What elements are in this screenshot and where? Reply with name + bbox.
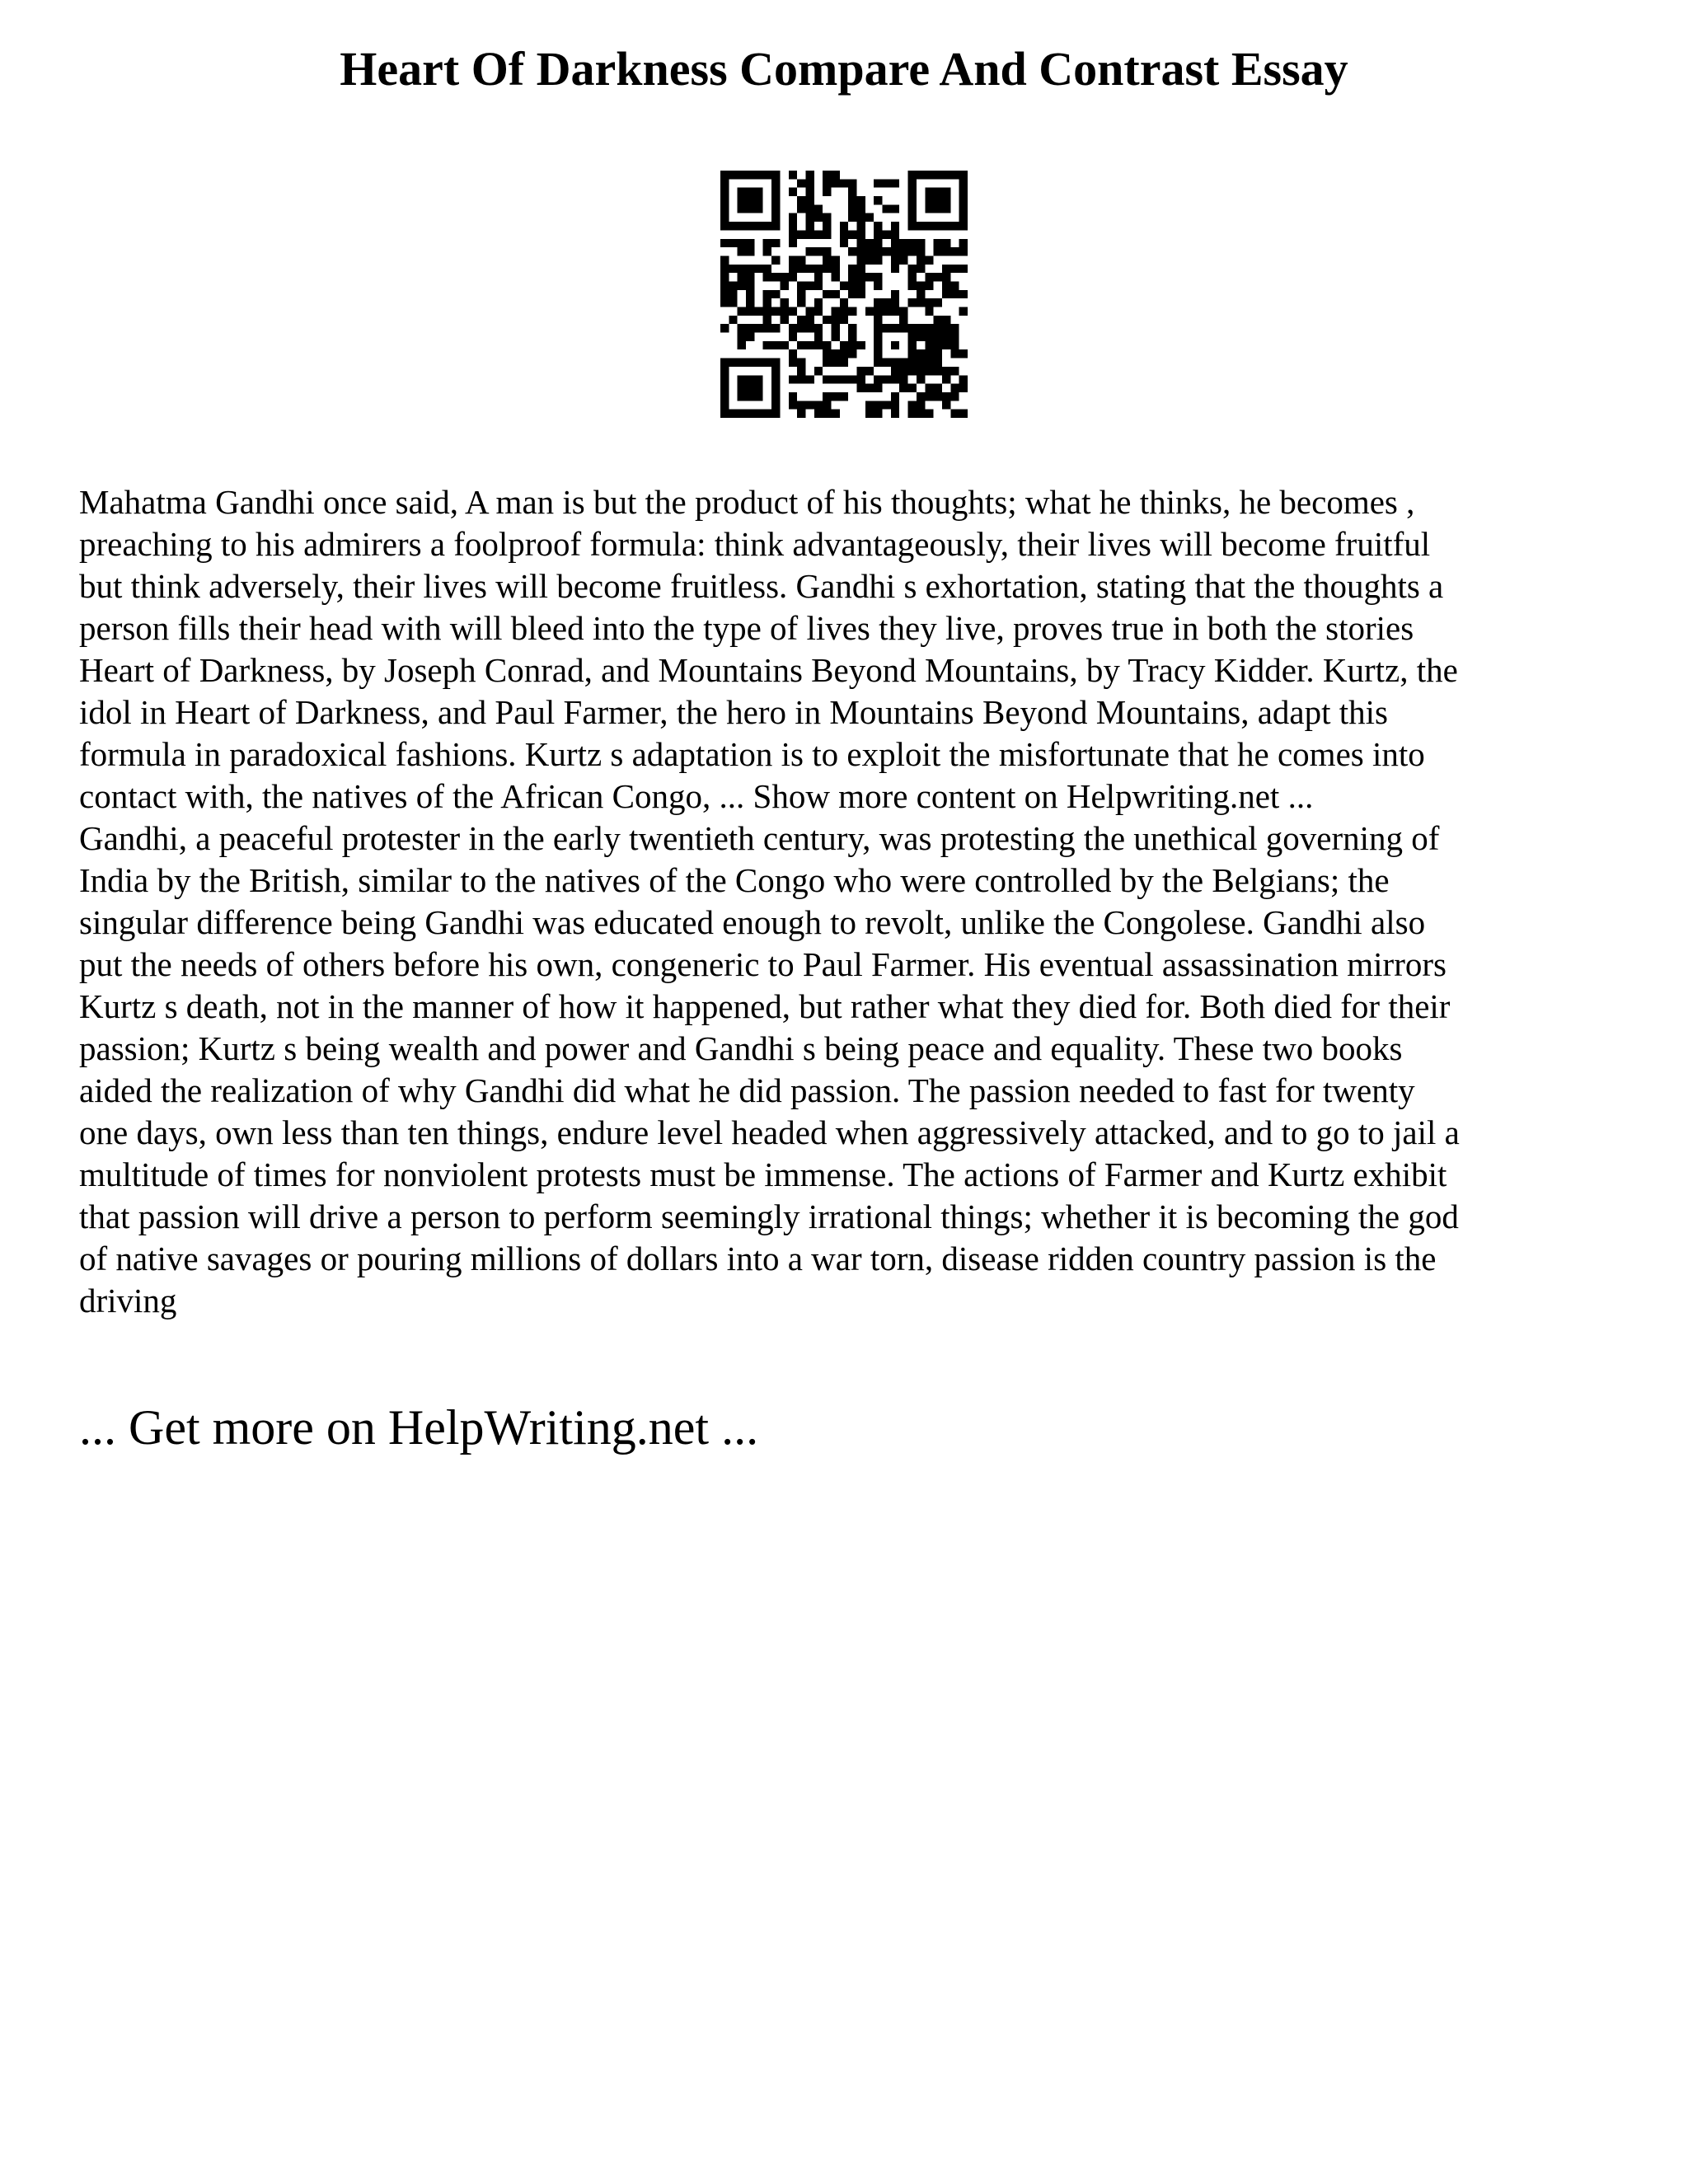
essay-line: passion; Kurtz s being wealth and power and Gandhi s being peace and equality. These two books [79,1029,1403,1067]
essay-line: but think adversely, their lives will become fruitless. Gandhi s exhortation, stating that the thoughts a [79,567,1444,605]
essay-line: Heart of Darkness, by Joseph Conrad, and Mountains Beyond Mountains, by Tracy Kidder. Kurtz, the [79,651,1458,689]
essay-line: singular difference being Gandhi was educated enough to revolt, unlike the Congolese. Gandhi also [79,903,1426,941]
essay-line: aided the realization of why Gandhi did what he did passion. The passion needed to fast for twenty [79,1071,1415,1109]
page-title: Heart Of Darkness Compare And Contrast Essay [340,42,1348,96]
essay-line: that passion will drive a person to perform seemingly irrational things; whether it is becoming the god [79,1197,1459,1235]
essay-line: Gandhi, a peaceful protester in the early twentieth century, was protesting the unethical governing of [79,819,1440,857]
essay-line: Mahatma Gandhi once said, A man is but the product of his thoughts; what he thinks, he becomes , [79,483,1415,521]
essay-line: Kurtz s death, not in the manner of how it happened, but rather what they died for. Both died for their [79,987,1451,1025]
essay-line: person fills their head with will bleed into the type of lives they live, proves true in both the stories [79,609,1414,647]
essay-line: one days, own less than ten things, endure level headed when aggressively attacked, and to go to jail a [79,1113,1460,1151]
essay-line: India by the British, similar to the natives of the Congo who were controlled by the Belgians; the [79,861,1390,899]
essay-line: preaching to his admirers a foolproof formula: think advantageously, their lives will become fruitful [79,525,1431,563]
essay-line: contact with, the natives of the African Congo, ... Show more content on Helpwriting.net ... [79,777,1314,815]
essay-line: of native savages or pouring millions of dollars into a war torn, disease ridden country passion is the [79,1240,1437,1277]
essay-line: driving [79,1282,177,1319]
essay-line: multitude of times for nonviolent protests must be immense. The actions of Farmer and Kurtz exhibit [79,1155,1447,1193]
essay-line: idol in Heart of Darkness, and Paul Farmer, the hero in Mountains Beyond Mountains, adapt this [79,693,1388,731]
essay-body [79,481,1612,1322]
qr-code-icon [720,171,968,418]
get-more-link[interactable]: ... Get more on HelpWriting.net ... [79,1400,759,1455]
essay-line: put the needs of others before his own, congeneric to Paul Farmer. His eventual assassination mirrors [79,945,1447,983]
essay-line: formula in paradoxical fashions. Kurtz s adaptation is to exploit the misfortunate that he comes into [79,735,1425,773]
